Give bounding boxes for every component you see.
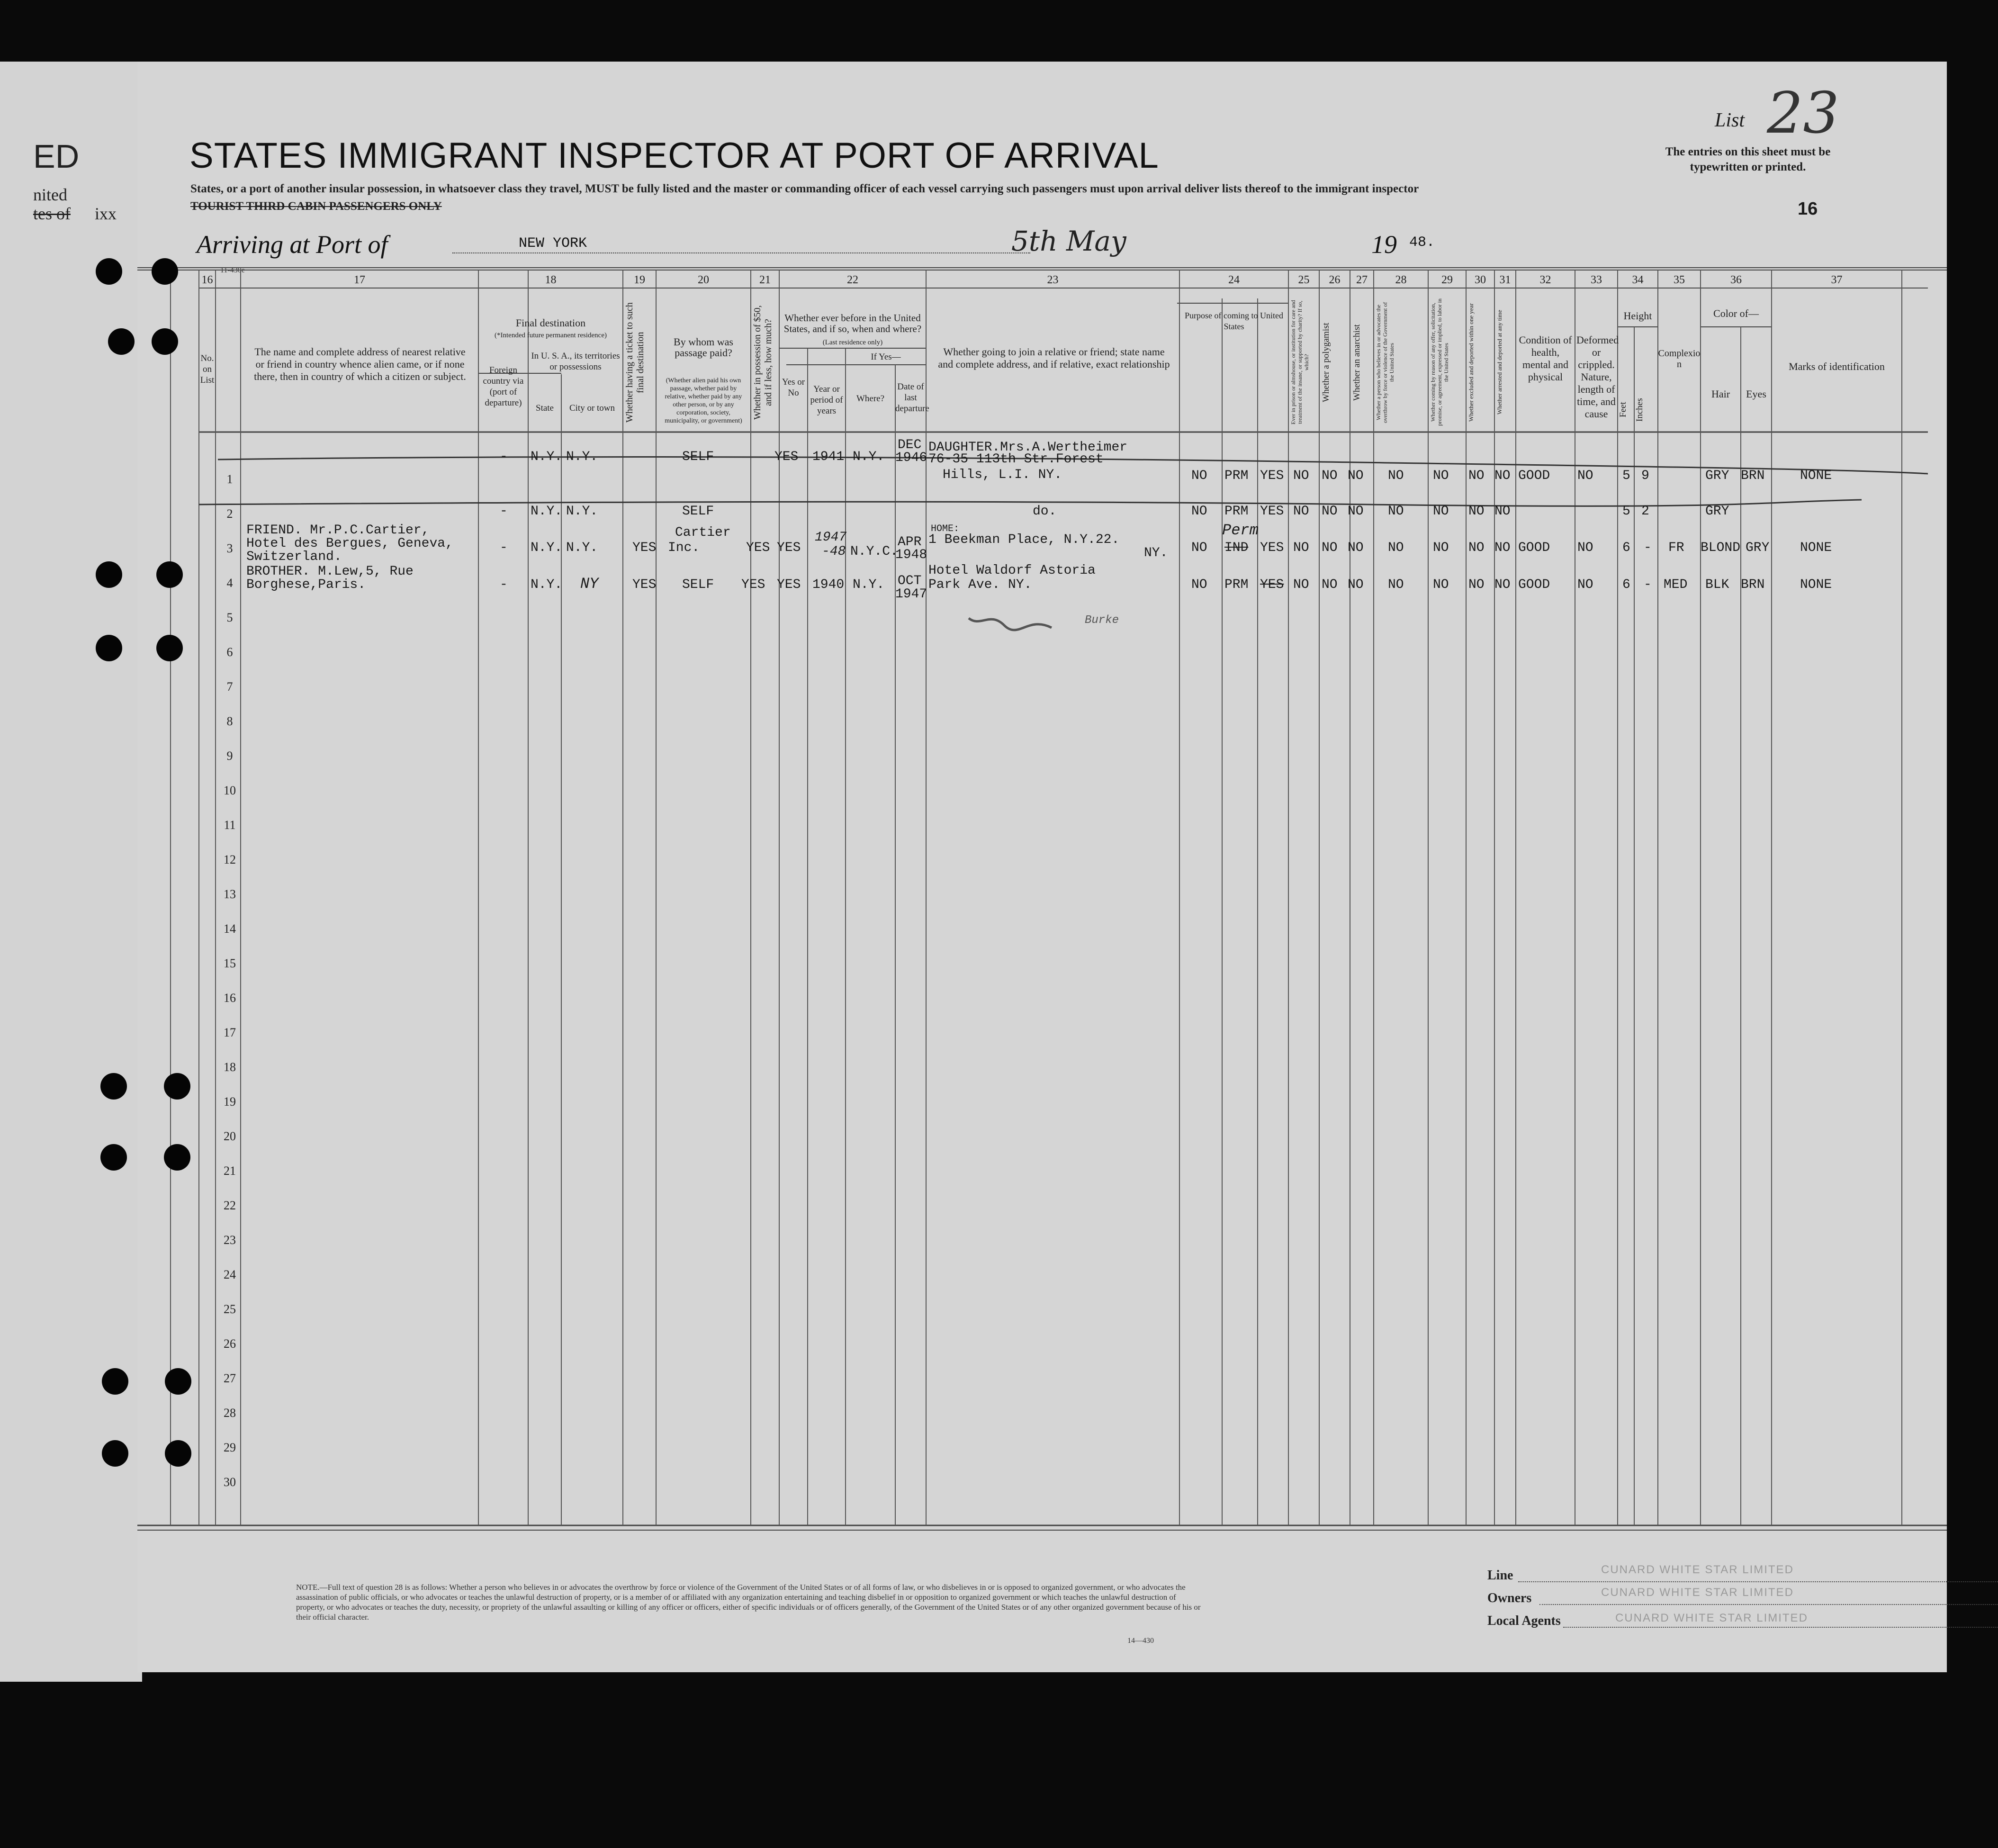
fifty-dollars: YES [774, 450, 799, 464]
row-number: 22 [224, 1199, 236, 1212]
header-complexion: Complexion [1658, 348, 1701, 370]
labor: NO [1433, 541, 1449, 555]
purpose-a: NO [1191, 504, 1207, 519]
header-if-yes: If Yes— [871, 352, 901, 362]
footnote-question-28: NOTE.—Full text of question 28 is as follows: Whether a person who believes in or advocates the overthrow by force or violence of the Government of the United States or of all forms of law, or who disbelieves in or is opposed to organized government, or who advocates the assassination of public officials, or who advocates or teaches the unlawful destruction of property, or is a member of or affiliated with any organization entertaining and teaching disbelief in or opposition to organized government or which teaches the unlawful destruction of property, or who advocates or teaches the duty, necessity, or propriety of the unlawful assaulting or killing of any officer or officers, either of specific individuals or of officers generally, of the Government of the United States or of any other organized government because of his or their official character. [296, 1583, 1201, 1622]
header-polygamist: Whether a polygamist [1321, 323, 1331, 402]
column-number: 30 [1475, 274, 1486, 286]
manifest-sheet [137, 62, 1947, 1672]
header-usa: In U. S. A., its territories or possessions [531, 351, 620, 372]
passage-paid: SELF [682, 577, 714, 592]
punch-hole [96, 635, 122, 661]
anarchist: NO [1348, 541, 1364, 555]
relative-address: Hotel des Bergues, Geneva, [246, 536, 453, 551]
struck-line: TOURIST THIRD CABIN PASSENGERS ONLY [190, 200, 442, 213]
row-number: 29 [224, 1441, 236, 1454]
purpose-a: NO [1191, 541, 1207, 555]
hair-color: GRY [1705, 469, 1729, 483]
header-relative: The name and complete address of nearest relative or friend in country whence alien came, or if none there, then in country of which a citizen or subject. [254, 346, 466, 382]
deformed: NO [1577, 469, 1593, 483]
punch-hole [156, 561, 183, 588]
purpose-c: YES [1260, 504, 1284, 519]
join-address: 76-35 113th Str.Forest [928, 452, 1104, 467]
punch-hole [164, 1144, 190, 1171]
overthrow: NO [1388, 577, 1404, 592]
prior-year: -48 [822, 544, 846, 559]
header-final-destination-sub: (*Intended future permanent residence) [495, 332, 607, 339]
prior-year: 1940 [812, 577, 845, 592]
column-number: 31 [1499, 274, 1511, 286]
labor: NO [1433, 577, 1449, 592]
anarchist: NO [1348, 577, 1364, 592]
relative-address: Borghese,Paris. [246, 577, 366, 592]
relative-name: BROTHER. M.Lew,5, Rue [246, 564, 414, 579]
row-number: 24 [224, 1268, 236, 1281]
local-agents-label: Local Agents [1487, 1614, 1561, 1628]
line-label: Line [1487, 1568, 1513, 1583]
dest-state: N.Y. [531, 450, 563, 464]
dest-state: N.Y. [531, 541, 563, 555]
anarchist: NO [1348, 469, 1364, 483]
row-number: 19 [224, 1095, 236, 1109]
column-number: 18 [545, 274, 557, 286]
complexion: FR [1668, 541, 1684, 555]
complexion: MED [1664, 577, 1688, 592]
row-number: 10 [224, 784, 236, 797]
height-inches: - [1644, 577, 1652, 592]
header-passage-paid: By whom was passage paid? [674, 336, 733, 359]
overthrow: NO [1388, 504, 1404, 519]
excluded: NO [1468, 541, 1485, 555]
hair-color: BLOND [1701, 541, 1741, 555]
punch-hole [152, 328, 178, 355]
form-code: 11-430e [220, 266, 245, 274]
height-feet: 5 [1622, 504, 1630, 519]
punch-hole [100, 1073, 127, 1100]
footer-form-code: 14—430 [1127, 1637, 1154, 1645]
header-anarchist: Whether an anarchist [1352, 324, 1362, 401]
height-feet: 6 [1622, 577, 1630, 592]
eye-color: BRN [1741, 577, 1765, 592]
strip-text: nited [33, 185, 67, 204]
row-number: 21 [224, 1164, 236, 1178]
row-number: 5 [226, 611, 233, 624]
sheet-number: 16 [1798, 199, 1818, 219]
labor: NO [1433, 469, 1449, 483]
header-health: Condition of health, mental and physical [1519, 334, 1572, 383]
owners-label: Owners [1487, 1591, 1532, 1605]
column-number: 33 [1591, 274, 1602, 286]
punch-hole [96, 561, 122, 588]
marks: NONE [1800, 541, 1832, 555]
hair-color: GRY [1705, 504, 1729, 519]
fifty-dollars: YES [741, 577, 765, 592]
column-number: 37 [1831, 274, 1843, 286]
passage-paid: SELF [682, 450, 714, 464]
punch-hole [96, 258, 122, 285]
header-feet: Feet [1618, 402, 1628, 418]
row-number: 13 [224, 887, 236, 901]
header-labor: Whether coming by reason of any offer, solicitation, promise, or agreement, expressed or implied, to labor in the United States [1430, 298, 1449, 426]
row-number: 25 [224, 1302, 236, 1316]
row-number: 30 [224, 1475, 236, 1489]
row-number: 20 [224, 1129, 236, 1143]
owners-stamp: CUNARD WHITE STAR LIMITED [1601, 1586, 1794, 1599]
signature: Burke [1085, 614, 1119, 627]
row-number: 2 [226, 507, 233, 521]
punch-hole [165, 1440, 191, 1467]
header-color: Color of— [1713, 307, 1759, 319]
join-address: NY. [1144, 546, 1168, 560]
labor: NO [1433, 504, 1449, 519]
departure-year: 1947 [895, 587, 927, 602]
header-date-departure: Date of last departure [895, 382, 929, 414]
prison: NO [1293, 504, 1309, 519]
header-inches: Inches [1635, 398, 1645, 422]
foreign-country: - [500, 504, 508, 519]
marks: NONE [1800, 469, 1832, 483]
height-inches: 9 [1641, 469, 1649, 483]
hair-color: BLK [1705, 577, 1729, 592]
row-number: 11 [224, 818, 236, 832]
header-excluded: Whether excluded and deported within one year [1467, 303, 1475, 422]
header-overthrow: Whether a person who believes in or advocates the overthrow by force or violence of the Government of the United States [1375, 302, 1395, 423]
column-number: 28 [1395, 274, 1407, 286]
column-number: 36 [1730, 274, 1742, 286]
column-number: 24 [1228, 274, 1240, 286]
excluded: NO [1468, 504, 1485, 519]
eye-color: GRY [1746, 541, 1770, 555]
column-number: 20 [698, 274, 709, 286]
header-foreign-country: Foreign country via (port of departure) [483, 365, 524, 408]
row-number: 7 [226, 680, 233, 694]
dest-city: N.Y. [566, 450, 598, 464]
row-number: 26 [224, 1337, 236, 1351]
row-number: 1 [226, 472, 233, 486]
anarchist: NO [1348, 504, 1364, 519]
prison: NO [1293, 577, 1309, 592]
departure-month: OCT [898, 574, 922, 588]
row-number: 6 [226, 645, 233, 659]
punch-hole [165, 1368, 191, 1395]
column-number: 32 [1539, 274, 1551, 286]
prior-year: 1941 [812, 450, 845, 464]
height-inches: 2 [1641, 504, 1649, 519]
prior-year: 1947 [815, 530, 847, 545]
entries-note: The entries on this sheet must be typewritten or printed. [1665, 145, 1831, 173]
prior-yes-no: YES [777, 541, 801, 555]
subtitle: States, or a port of another insular possession, in whatsoever class they travel, MUST be fully listed and the master or commanding officer of each vessel carrying such passengers must upon arrival deliver lists thereof to the immigrant inspector [190, 182, 1419, 195]
column-number: 29 [1441, 274, 1453, 286]
header-state: State [536, 403, 554, 413]
marks: NONE [1800, 577, 1832, 592]
list-number: 23 [1767, 81, 1839, 146]
departure-month: DEC [898, 438, 922, 452]
row-number: 28 [224, 1406, 236, 1420]
prison: NO [1293, 541, 1309, 555]
owners-underline [1539, 1604, 1998, 1605]
excluded: NO [1468, 577, 1485, 592]
purpose-c: YES [1260, 577, 1284, 592]
column-number: 19 [634, 274, 645, 286]
line-underline [1518, 1581, 1998, 1582]
arrested: NO [1494, 577, 1511, 592]
height-inches: - [1644, 541, 1652, 555]
arrested: NO [1494, 469, 1511, 483]
punch-hole [108, 328, 135, 355]
foreign-country: - [500, 450, 508, 464]
punch-hole [100, 1144, 127, 1171]
punch-hole [164, 1073, 190, 1100]
date-value: 5th May [1011, 225, 1126, 257]
header-fifty-dollars: Whether in possession of $50, and if less, how much? [752, 305, 774, 420]
prior-yes-no: YES [777, 577, 801, 592]
column-number: 25 [1298, 274, 1310, 286]
strip-text: tes of [33, 204, 71, 223]
join-address: Hotel Waldorf Astoria [928, 563, 1096, 578]
row-number: 16 [224, 991, 236, 1005]
purpose-b: PRM [1224, 577, 1249, 592]
deformed: NO [1577, 541, 1593, 555]
strip-text: ixx [95, 204, 117, 223]
arriving-label: Arriving at Port of [197, 230, 388, 259]
height-feet: 6 [1622, 541, 1630, 555]
header-yes-no: Yes or No [782, 377, 805, 398]
column-number: 21 [759, 274, 771, 286]
header-ever-before: Whether ever before in the United States, and if so, when and where? [783, 312, 922, 334]
punch-hole [156, 635, 183, 661]
ticket: YES [632, 541, 657, 555]
list-label: List [1715, 109, 1745, 131]
header-last-residence: (Last residence only) [822, 339, 883, 346]
header-city: City or town [569, 403, 615, 413]
deformed: NO [1577, 577, 1593, 592]
page-title: STATES IMMIGRANT INSPECTOR AT PORT OF ARRIVAL [189, 135, 1159, 176]
header-eyes: Eyes [1746, 388, 1766, 400]
strip-text: ED [33, 138, 80, 175]
dest-state: N.Y. [531, 577, 563, 592]
relative-address: Switzerland. [246, 550, 342, 564]
punch-hole [102, 1368, 128, 1395]
purpose-a: NO [1191, 577, 1207, 592]
header-final-destination: Final destination [515, 317, 586, 329]
polygamist: NO [1322, 541, 1338, 555]
column-number: 17 [354, 274, 365, 286]
join-relative: do. [1033, 504, 1057, 519]
column-number: 16 [201, 274, 213, 286]
column-number: 35 [1674, 274, 1685, 286]
departure-month: APR [898, 535, 922, 550]
previous-page-strip [0, 62, 142, 1682]
port-value: NEW YORK [519, 235, 587, 252]
arrested: NO [1494, 541, 1511, 555]
header-join-relative: Whether going to join a relative or friend; state name and complete address, and if relative, exact relationship [938, 346, 1170, 370]
row-number: 14 [224, 922, 236, 936]
table-grid [137, 62, 1947, 1672]
row-number: 23 [224, 1233, 236, 1247]
prior-where: N.Y. [853, 450, 885, 464]
overthrow: NO [1388, 469, 1404, 483]
column-number: 22 [847, 274, 858, 286]
dest-city: NY [580, 575, 599, 593]
agents-underline [1563, 1627, 1998, 1628]
passage-paid: SELF [682, 504, 714, 519]
column-number: 26 [1329, 274, 1341, 286]
join-note: HOME: [931, 523, 960, 534]
row-number: 18 [224, 1060, 236, 1074]
column-number: 27 [1356, 274, 1368, 286]
row-number: 3 [226, 541, 233, 555]
header-height: Height [1623, 310, 1652, 322]
dest-city: N.Y. [566, 504, 598, 519]
arrested: NO [1494, 504, 1511, 519]
header-ticket: Whether having a ticket to such final destination [624, 302, 646, 423]
eye-color: BRN [1741, 469, 1765, 483]
purpose-c: YES [1260, 469, 1284, 483]
polygamist: NO [1322, 469, 1338, 483]
header-arrested: Whether arrested and deported at any time [1496, 310, 1503, 415]
row-number: 12 [224, 853, 236, 866]
ticket: YES [632, 577, 657, 592]
column-number: 34 [1632, 274, 1644, 286]
health: GOOD [1518, 577, 1550, 592]
row-number: 8 [226, 714, 233, 728]
dest-city: N.Y. [566, 541, 598, 555]
header-no-on-list: No. on List [200, 353, 215, 385]
polygamist: NO [1322, 504, 1338, 519]
purpose-b: PRM [1224, 469, 1249, 483]
row-number: 15 [224, 956, 236, 970]
dest-state: N.Y. [531, 504, 563, 519]
header-deformed: Deformed or crippled. Nature, length of time, and cause [1576, 334, 1619, 420]
fifty-dollars: YES [746, 541, 770, 555]
purpose-b: IND [1224, 541, 1249, 555]
prison: NO [1293, 469, 1309, 483]
join-address: 1 Beekman Place, N.Y.22. [928, 532, 1120, 547]
foreign-country: - [500, 541, 508, 555]
purpose-b: PRM [1224, 504, 1249, 519]
header-where: Where? [856, 394, 885, 404]
purpose-a: NO [1191, 469, 1207, 483]
year-prefix: 19 [1371, 230, 1397, 259]
row-number: 17 [224, 1026, 236, 1039]
header-marks: Marks of identification [1789, 361, 1885, 372]
join-address: Park Ave. NY. [928, 577, 1032, 592]
prior-where: N.Y. [853, 577, 885, 592]
purpose-b-handwritten: Perm [1222, 522, 1259, 539]
header-purpose: Purpose of coming to United States [1185, 311, 1283, 331]
passage-paid: Inc. [668, 541, 700, 555]
prior-where: N.Y.C. [850, 544, 898, 559]
departure-year: 1948 [895, 548, 927, 562]
year-suffix: 48. [1409, 234, 1435, 251]
punch-hole [152, 258, 178, 285]
height-feet: 5 [1622, 469, 1630, 483]
agents-stamp: CUNARD WHITE STAR LIMITED [1615, 1612, 1808, 1624]
purpose-c: YES [1260, 541, 1284, 555]
row-number: 4 [226, 576, 233, 590]
header-year: Year or period of years [810, 384, 843, 416]
join-relative: DAUGHTER.Mrs.A.Wertheimer [928, 440, 1128, 455]
polygamist: NO [1322, 577, 1338, 592]
row-number: 27 [224, 1371, 236, 1385]
health: GOOD [1518, 469, 1550, 483]
punch-hole [102, 1440, 128, 1467]
header-passage-paid-sub: (Whether alien paid his own passage, whether paid by relative, whether paid by any other person, or by any corporation, society, municipality, or government) [665, 377, 742, 424]
header-prison: Ever in prison or almshouse, or institution for care and treatment of the insane, or supported by charity? If so, which? [1290, 300, 1310, 425]
header-hair: Hair [1711, 388, 1730, 400]
line-stamp: CUNARD WHITE STAR LIMITED [1601, 1563, 1794, 1576]
row-number: 9 [226, 749, 233, 763]
column-number: 23 [1047, 274, 1059, 286]
overthrow: NO [1388, 541, 1404, 555]
excluded: NO [1468, 469, 1485, 483]
join-address: Hills, L.I. NY. [943, 468, 1062, 482]
relative-name: FRIEND. Mr.P.C.Cartier, [246, 523, 430, 538]
health: GOOD [1518, 541, 1550, 555]
departure-year: 1946 [895, 451, 927, 465]
foreign-country: - [500, 577, 508, 592]
passage-paid: Cartier [675, 525, 731, 540]
